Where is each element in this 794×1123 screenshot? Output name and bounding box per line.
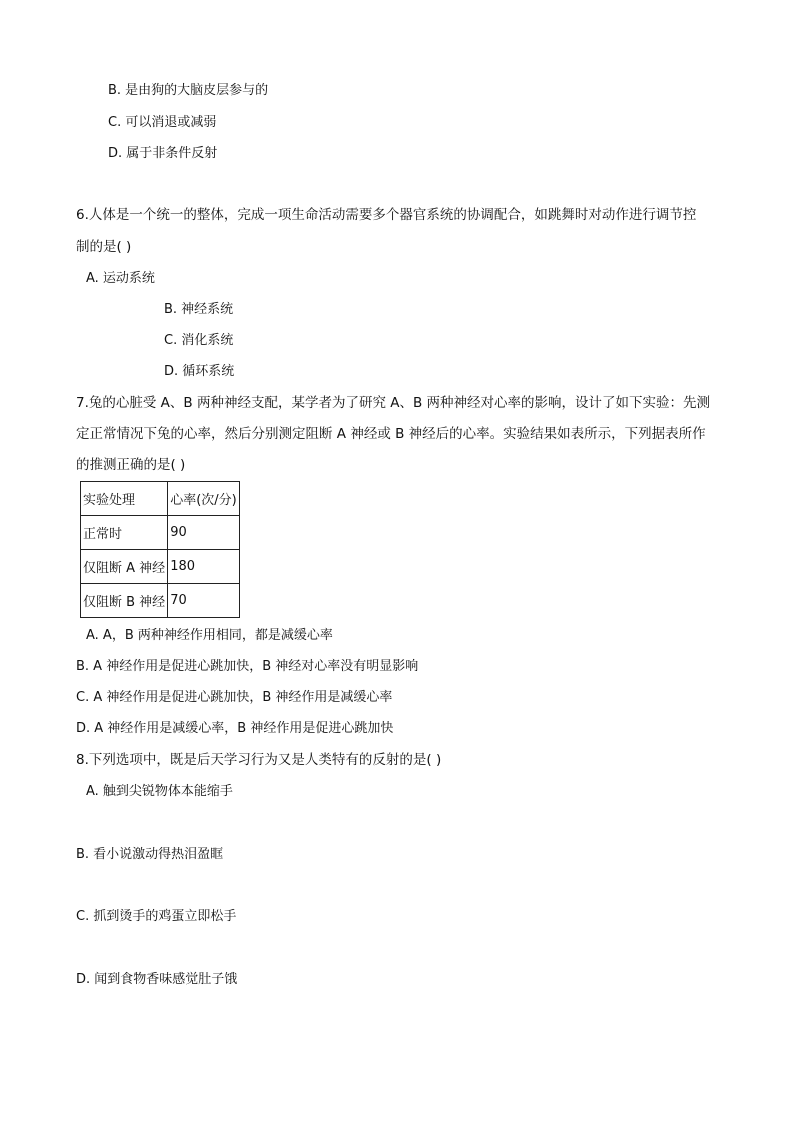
- q7-option-d: D. A 神经作用是减缓心率，B 神经作用是促进心跳加快: [76, 721, 394, 736]
- q8-option-d: D. 闻到食物香味感觉肚子饿: [76, 972, 238, 987]
- table-cell: 仅阻断 B 神经: [81, 584, 168, 618]
- q6-stem-line2: 制的是( ): [76, 239, 132, 255]
- q7-option-a: A. A，B 两种神经作用相同，都是减缓心率: [86, 628, 333, 643]
- q7-stem-line1: 7.兔的心脏受 A、B 两种神经支配，某学者为了研究 A、B 两种神经对心率的影响，设计了如下实验：先测: [76, 395, 711, 411]
- table-cell: 正常时: [81, 516, 168, 550]
- table-cell: 180: [168, 550, 240, 584]
- q7-stem-line3: 的推测正确的是( ): [76, 457, 186, 473]
- q6-option-c: C. 消化系统: [164, 333, 234, 348]
- q8-stem: 8.下列选项中，既是后天学习行为又是人类特有的反射的是( ): [76, 752, 442, 768]
- q6-option-b: B. 神经系统: [164, 302, 234, 317]
- table-cell: 仅阻断 A 神经: [81, 550, 168, 584]
- q5-option-d: D. 属于非条件反射: [108, 146, 218, 161]
- table-cell: 70: [168, 584, 240, 618]
- table-header-row: [81, 482, 240, 516]
- table-row: [81, 550, 240, 584]
- q7-stem-line2: 定正常情况下兔的心率，然后分别测定阻断 A 神经或 B 神经后的心率。实验结果如表所示，下列据表所作: [76, 426, 706, 442]
- table-cell: 90: [168, 516, 240, 550]
- table-row: [81, 584, 240, 618]
- q5-option-b: B. 是由狗的大脑皮层参与的: [108, 83, 269, 98]
- q8-option-c: C. 抓到烫手的鸡蛋立即松手: [76, 909, 237, 924]
- q5-option-c: C. 可以消退或减弱: [108, 115, 217, 130]
- table-header-cell: 心率(次/分): [168, 482, 240, 516]
- q7-option-c: C. A 神经作用是促进心跳加快，B 神经作用是减缓心率: [76, 690, 393, 705]
- q7-data-table: [80, 481, 240, 618]
- q7-option-b: B. A 神经作用是促进心跳加快，B 神经对心率没有明显影响: [76, 659, 419, 674]
- q8-option-b: B. 看小说激动得热泪盈眶: [76, 847, 224, 862]
- q6-option-a: A. 运动系统: [86, 271, 155, 286]
- q8-option-a: A. 触到尖锐物体本能缩手: [86, 784, 233, 799]
- q6-stem-line1: 6.人体是一个统一的整体，完成一项生命活动需要多个器官系统的协调配合，如跳舞时对动作进行调节控: [76, 207, 697, 223]
- table-row: [81, 516, 240, 550]
- q6-option-d: D. 循环系统: [164, 364, 235, 379]
- table-header-cell: 实验处理: [81, 482, 168, 516]
